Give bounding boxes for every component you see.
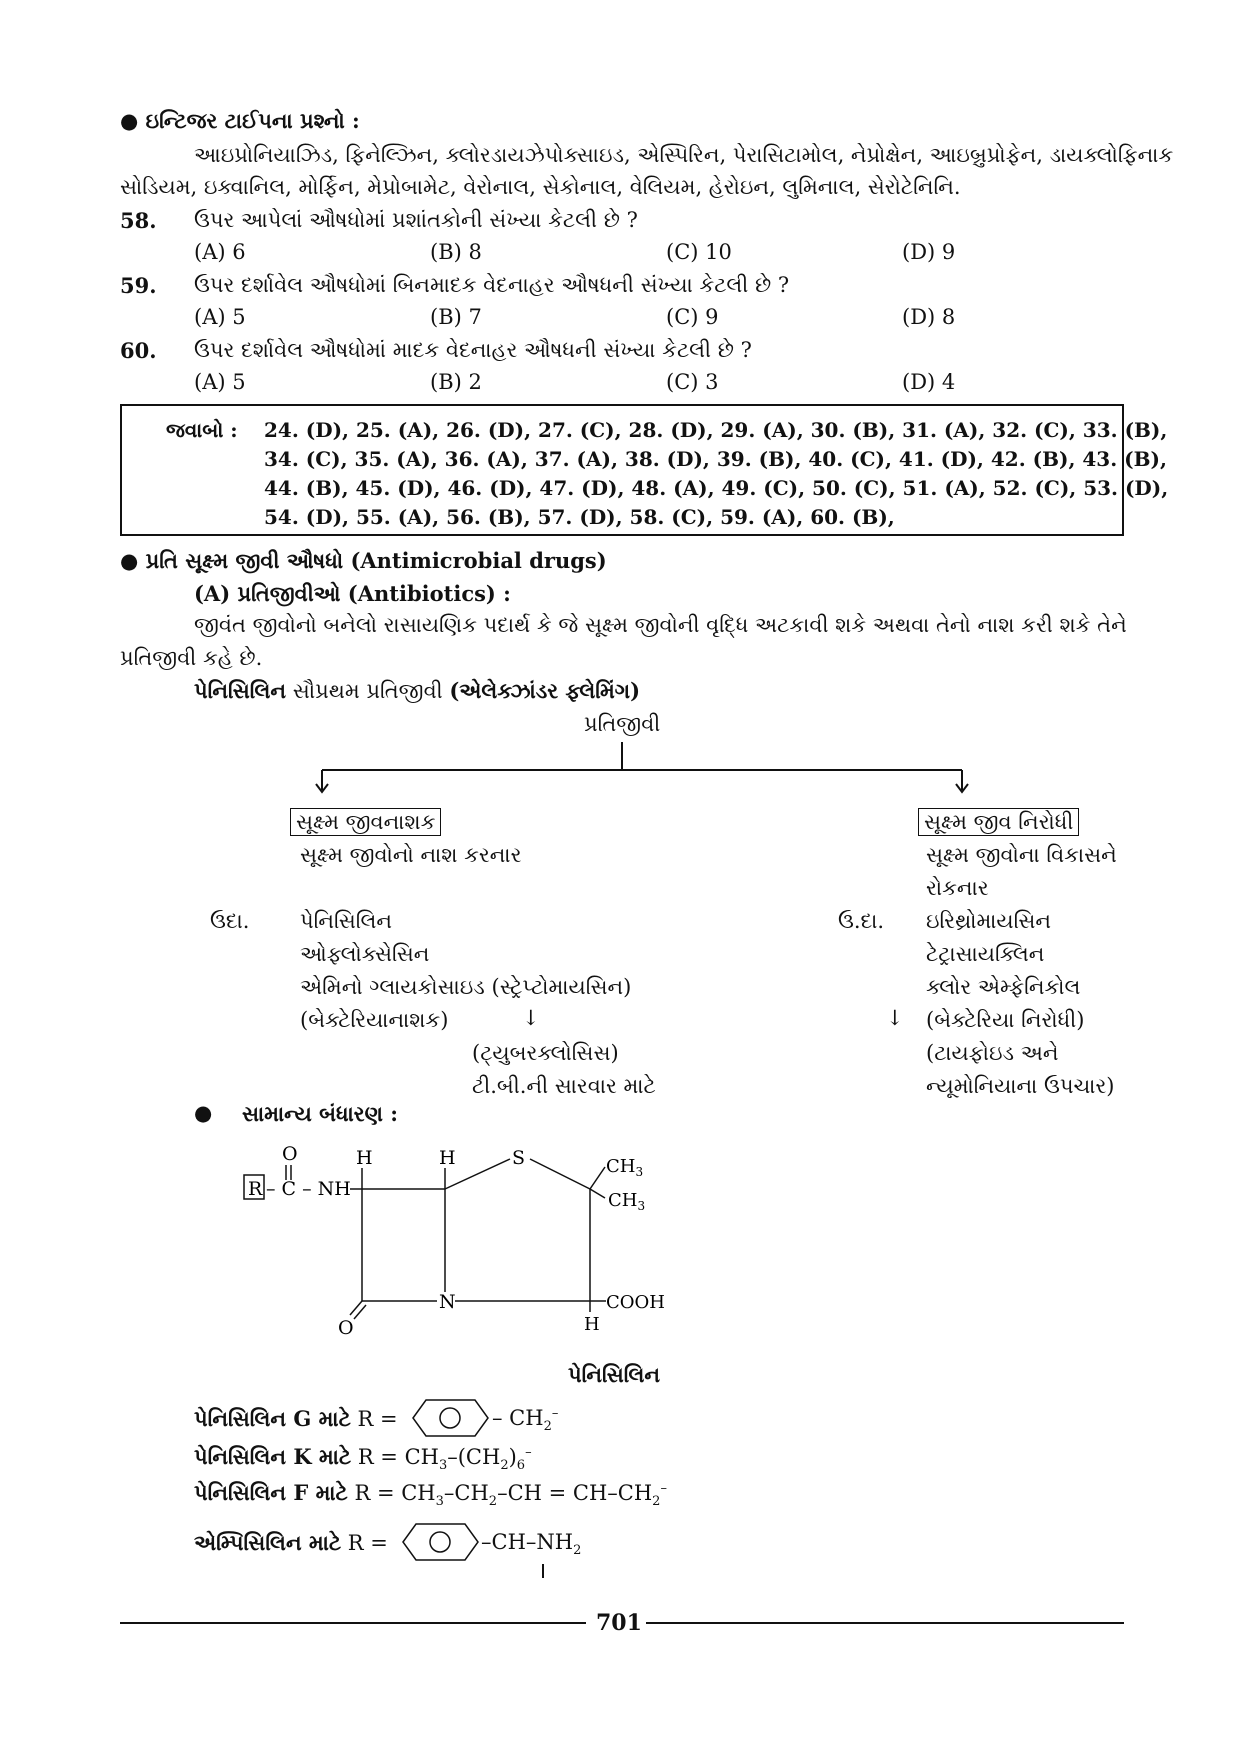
antibiotics-subheading: (A) પ્રતિજીવીઓ (Antibiotics) : [194,581,511,606]
right-example: (ટાયફોઇડ અને [926,1041,1059,1065]
s-atom: S [512,1147,526,1169]
option-b: (B) 7 [430,305,482,329]
formula-label: પેનિસિલિન K માટે [194,1444,352,1469]
formula-label: પેનિસિલિન F માટે [194,1480,348,1505]
right-example: ન્યૂમોનિયાના ઉપચાર) [926,1074,1115,1098]
formula-tail: –CH [443,1481,489,1505]
ch3-subscript: 3 [637,1199,646,1213]
definition-line-2: પ્રતિજીવી કહે છે. [120,646,263,670]
option-a: (A) 5 [194,305,246,329]
formula-tail-2: –CH = CH–CH [497,1481,653,1505]
subscript: 6 [516,1458,526,1474]
option-d: (D) 9 [902,240,956,264]
h-atom: H [439,1147,456,1169]
microbistatic-desc-2: રોકનાર [926,876,989,900]
ch2-text: – CH [492,1406,544,1430]
structure-heading: સામાન્ય બંધારણ : [242,1101,398,1126]
answer-line: 24. (D), 25. (A), 26. (D), 27. (C), 28. (D), 29. (A), 30. (B), 31. (A), 32. (C), 33. (B), [264,418,1168,442]
question-text: ઉપર દર્શાવેલ ઔષધોમાં બિનમાદક વેદનાહર ઔષધની સંખ્યા કેટલી છે ? [194,273,790,297]
formula-label: એમ્પિસિલિન માટે [194,1530,342,1555]
structure-name: પેનિસિલિન [568,1362,661,1387]
formula-tail: –(CH [447,1445,501,1469]
tb-note-line-2: ટી.બી.ની સારવાર માટે [472,1074,656,1098]
h-atom: H [584,1314,600,1335]
microbistatic-desc-1: સૂક્ષ્મ જીવોના વિકાસને [926,843,1117,867]
subscript: 3 [438,1458,448,1474]
formula-penicillin-f [194,1480,667,1509]
drug-list-line-1: આઇપ્રોનિયાઝિડ, ફિનેલ્ઝિન, ક્લોરડાયઝેપોક્સાઇડ, એસ્પિરિન, પેરાસિટામોલ, નેપ્રોક્ષેન, આઇબ્રુપ્રોફેન, ડાયક્લોફિનાક [194,143,1174,167]
formula-prefix: R = CH [357,1445,439,1469]
option-c: (C) 3 [666,370,719,394]
answer-line: 34. (C), 35. (A), 36. (A), 37. (A), 38. (D), 39. (B), 40. (C), 41. (D), 42. (B), 43. (B), [264,447,1167,471]
option-c: (C) 9 [666,305,719,329]
superscript: – [660,1481,667,1496]
formula-ampicillin [194,1530,388,1556]
subscript: 2 [652,1494,661,1510]
ch3-text: CH [606,1156,636,1177]
option-b: (B) 8 [430,240,482,264]
option-b: (B) 2 [430,370,482,394]
microbicidal-title-box: સૂક્ષ્મ જીવનાશક [290,808,441,836]
tree-root: પ્રતિજીવી [584,712,661,736]
formula-prefix: R = CH [354,1481,436,1505]
formula-g-tail [492,1406,558,1434]
right-eg-label: ઉ.દા. [838,909,885,933]
footer-rule-left [120,1622,586,1624]
superscript: – [551,1406,559,1421]
structure-bullet: ● [194,1101,213,1125]
formula-close: ) [508,1445,517,1469]
right-example: ક્લોર એમ્ફેનિકોલ [926,975,1081,999]
benzene-ring-icon [403,1524,478,1560]
definition-line-1: જીવંત જીવોનો બનેલો રાસાયણિક પદાર્થ કે જે સૂક્ષ્મ જીવોની વૃદ્ધિ અટકાવી શકે અથવા તેનો નાશ કરી શકે તેને [194,613,1127,637]
left-example: પેનિસિલિન [300,909,393,933]
left-example: (બેક્ટેરિયાનાશક) [300,1008,449,1032]
lactam-o: O [338,1317,354,1339]
microbistatic-title-box: સૂક્ષ્મ જીવ નિરોધી [918,808,1079,836]
aromatic-circle [430,1532,450,1552]
carbonyl-nh: – C – NH [266,1178,351,1200]
drug-list-line-2: સોડિયમ, ઇક્વાનિલ, મોર્ફિન, મેપ્રોબામેટ, વેરોનાલ, સેકોનાલ, વેલિયમ, હેરોઇન, લુમિનાલ, સેરોટેનિનિ. [120,175,961,199]
left-eg-label: ઉદા. [210,909,250,933]
right-example: ઇરિથ્રોમાયસિન [926,909,1052,933]
carbonyl-o: O [282,1143,298,1165]
down-arrow-icon: ↓ [886,1006,904,1030]
question-number: 59. [120,273,157,298]
option-a: (A) 6 [194,240,246,264]
down-arrow-icon: ↓ [522,1006,540,1030]
subscript: 2 [543,1419,552,1435]
fleming-credit: (એલેક્ઝાંડર ફ્લેમિંગ) [449,678,641,703]
antimicrobial-heading: ● પ્રતિ સૂક્ષ્મ જીવી ઔષધો (Antimicrobial drugs) [120,548,607,573]
formula-penicillin-k [194,1444,532,1473]
subscript: 3 [435,1494,444,1510]
answer-line: 44. (B), 45. (D), 46. (D), 47. (D), 48. (A), 49. (C), 50. (C), 51. (A), 52. (C), 53. (D), [264,476,1169,500]
h-atom: H [356,1147,373,1169]
superscript: – [525,1445,532,1460]
subscript: 2 [488,1494,498,1510]
aromatic-circle [440,1408,460,1428]
tb-note-line-1: (ટ્યુબરક્લોસિસ) [472,1041,619,1065]
question-text: ઉપર દર્શાવેલ ઔષધોમાં માદક વેદનાહર ઔષધની સંખ્યા કેટલી છે ? [194,338,752,362]
formula-prefix: R = [357,1407,398,1431]
r-label: R [248,1178,263,1200]
option-d: (D) 4 [902,370,956,394]
page-number: 701 [596,1610,642,1636]
option-c: (C) 10 [666,240,732,264]
penicillin-mid: સૌપ્રથમ પ્રતિજીવી [286,679,450,703]
left-example: ઓફ્લોક્સેસિન [300,942,430,966]
n-atom: N [439,1291,456,1313]
formula-label: પેનિસિલિન G માટે [194,1406,351,1431]
microbicidal-desc: સૂક્ષ્મ જીવોનો નાશ કરનાર [300,843,522,867]
integer-section-heading: ● ઇન્ટિજર ટાઈપના પ્રશ્નો : [120,108,360,133]
option-d: (D) 8 [902,305,956,329]
question-number: 58. [120,208,157,233]
ch3-text: CH [608,1190,638,1211]
question-text: ઉપર આપેલાં ઔષધોમાં પ્રશાંતકોની સંખ્યા કેટલી છે ? [194,208,638,232]
question-number: 60. [120,338,157,363]
formula-amp-tail [481,1530,581,1558]
option-a: (A) 5 [194,370,246,394]
footer-rule-right [646,1622,1124,1624]
answer-label: જવાબો : [166,418,238,442]
subscript: 2 [500,1458,509,1474]
formula-penicillin-g [194,1406,398,1432]
formula-prefix: R = [347,1531,388,1555]
benzene-ring-icon [413,1400,488,1436]
subscript: 2 [573,1543,582,1559]
cooh-group: COOH [606,1292,665,1313]
penicillin-word: પેનિસિલિન [194,678,287,703]
ch-nh2-text: –CH–NH [481,1530,574,1554]
right-example: (બેક્ટેરિયા નિરોધી) [926,1008,1085,1032]
ch3-subscript: 3 [635,1165,644,1179]
right-example: ટેટ્રાસાયક્લિન [926,942,1045,966]
left-example: એમિનો ગ્લાયકોસાઇડ (સ્ટ્રેપ્ટોમાયસિન) [300,975,632,999]
answer-line: 54. (D), 55. (A), 56. (B), 57. (D), 58. (C), 59. (A), 60. (B), [264,505,895,529]
